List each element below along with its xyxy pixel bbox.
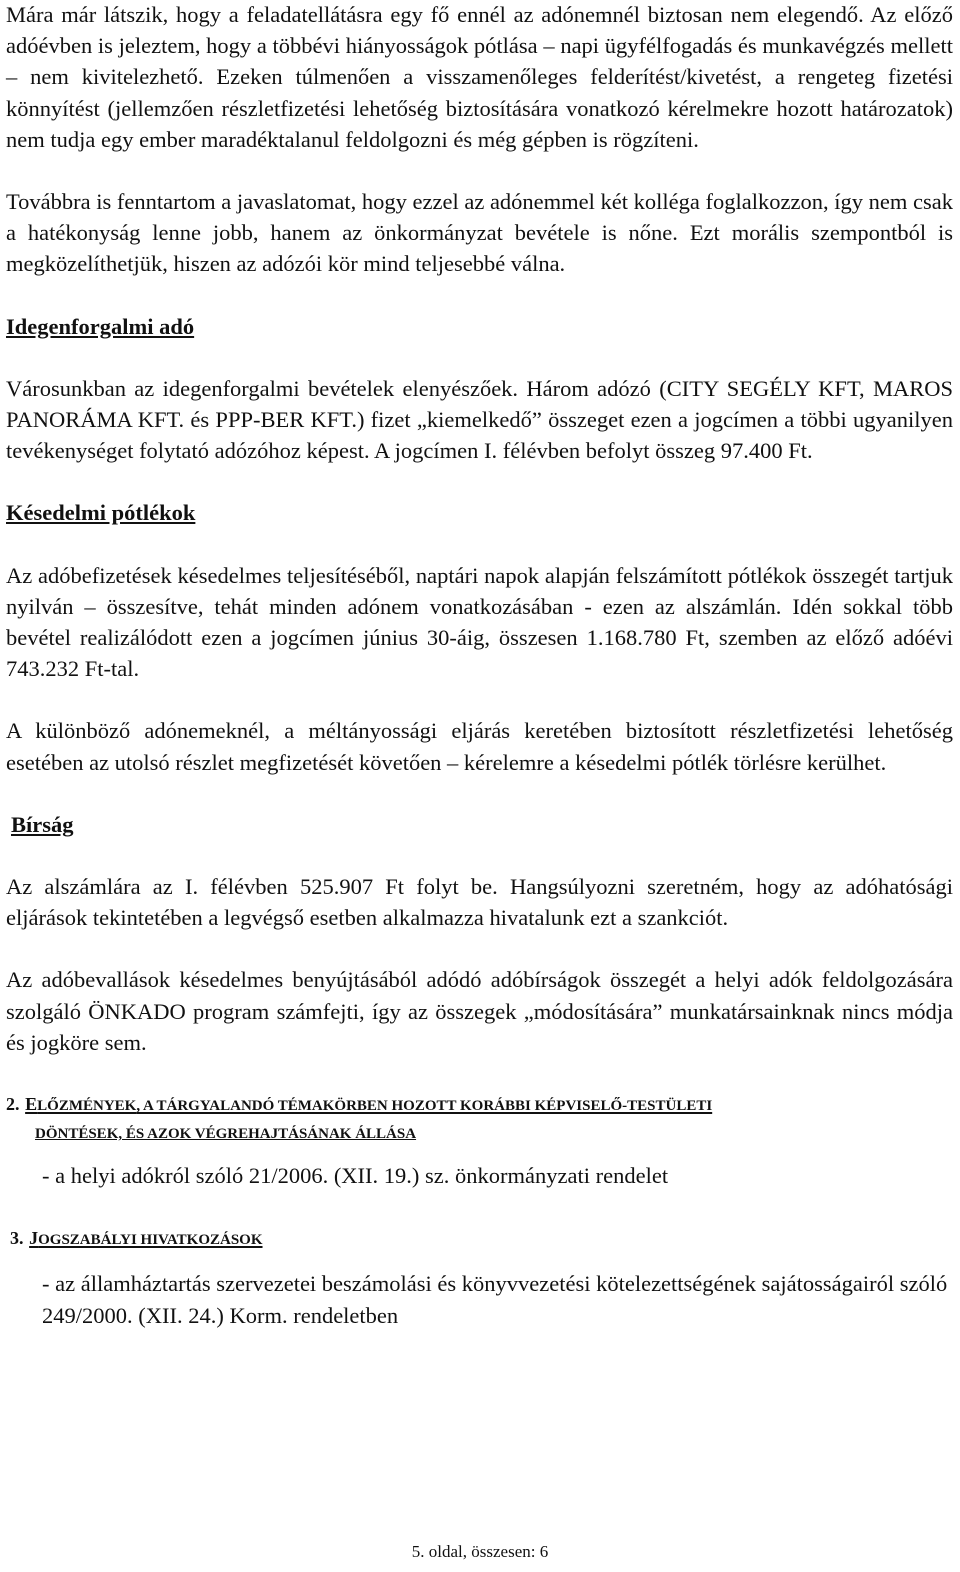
section-3-heading: 3. JOGSZABÁLYI HIVATKOZÁSOK [10,1228,263,1249]
section-number: 3. [10,1228,24,1249]
paragraph: Az alszámlára az I. félévben 525.907 Ft folyt be. Hangsúlyozni szeretném, hogy az adóhatósági eljárások tekintetében a legvégső esetben alkalmazza hivatalunk ezt a szankciót. [6,874,953,931]
section-number: 2. [6,1094,20,1115]
section-2-heading-line2: DÖNTÉSEK, ÉS AZOK VÉGREHAJTÁSÁNAK ÁLLÁSA [35,1126,417,1143]
page-footer: 5. oldal, összesen: 6 [411,1542,549,1561]
paragraph: A különböző adónemeknél, a méltányossági eljárás keretében biztosított részletfizetési lehetőség esetében az utolsó részlet megfizetését követően – kérelemre a késedelmi pótlék törlésre kerülhet. [6,718,953,775]
paragraph: Városunkban az idegenforgalmi bevételek elenyészőek. Három adózó (CITY SEGÉLY KFT, MAROS PANORÁMA KFT. és PPP-BER KFT.) fizet „kiemelkedő” összeget ezen a jogcímen a többi ugyanilyen tevékenységet folytató adózóhoz képest. A jogcímen I. félévben befolyt összeg 97.400 Ft. [6,375,953,464]
paragraph: Mára már látszik, hogy a feladatellátásra egy fő ennél az adónemnél biztosan nem elegendő. Az előző adóévben is jeleztem, hogy a többévi hiányosságok pótlása – napi ügyfélfogadás és munkavégzés mellett – nem kivitelezhető. Ezeken túlmenően a visszamenőleges felderítést/kivetést, a rengeteg fizetési könnyítést (jellemzően részletfizetési lehetőség biztosítására vonatkozó kérelmekre hozott határozatok) nem tudja egy ember maradéktalanul feldolgozni és még gépben is rögzíteni. [6,2,953,152]
list-item: - az államháztartás szervezetei beszámolási és könyvvezetési kötelezettségének sajátosságairól szóló 249/2000. (XII. 24.) Korm. rendeletben [42,1271,948,1328]
section-2-heading: 2. ELŐZMÉNYEK, A TÁRGYALANDÓ TÉMAKÖRBEN HOZOTT KORÁBBI KÉPVISELŐ-TESTÜLETI DÖNTÉSEK, ÉS AZOK VÉGREHAJTÁSÁNAK ÁLLÁSA [6,1089,953,1148]
section-heading-birsag: Bírság [11,811,74,837]
list-item: - a helyi adókról szóló 21/2006. (XII. 19.) sz. önkormányzati rendelet [42,1163,669,1189]
section-heading-kesedelmi: Késedelmi pótlékok [6,500,196,526]
paragraph: Az adóbevallások késedelmes benyújtásából adódó adóbírságok összegét a helyi adók feldolgozására szolgáló ÖNKADO program számfejti, így az összegek „módosítására” munkatársainknak nincs módja és jogköre sem. [6,967,953,1055]
paragraph: Továbbra is fenntartom a javaslatomat, hogy ezzel az adónemmel két kolléga foglalkozzon, így nem csak a hatékonyság lenne jobb, hanem az önkormányzat bevétele is nőne. Ezt morális szempontból is megközelíthetjük, hiszen az adózói kör mind teljesebbé válna. [6,189,953,277]
paragraph: Az adóbefizetések késedelmes teljesítéséből, naptári napok alapján felszámított pótlékok összegét tartjuk nyilván – összesítve, tehát minden adónem vonatkozásában - ezen az alszámlán. Idén sokkal több bevétel realizálódott ezen a jogcímen június 30-áig, összesen 1.168.780 Ft, szemben az előző adóévi 743.232 Ft-tal. [6,562,953,682]
section-heading-idegenforgalmi: Idegenforgalmi adó [6,313,195,339]
